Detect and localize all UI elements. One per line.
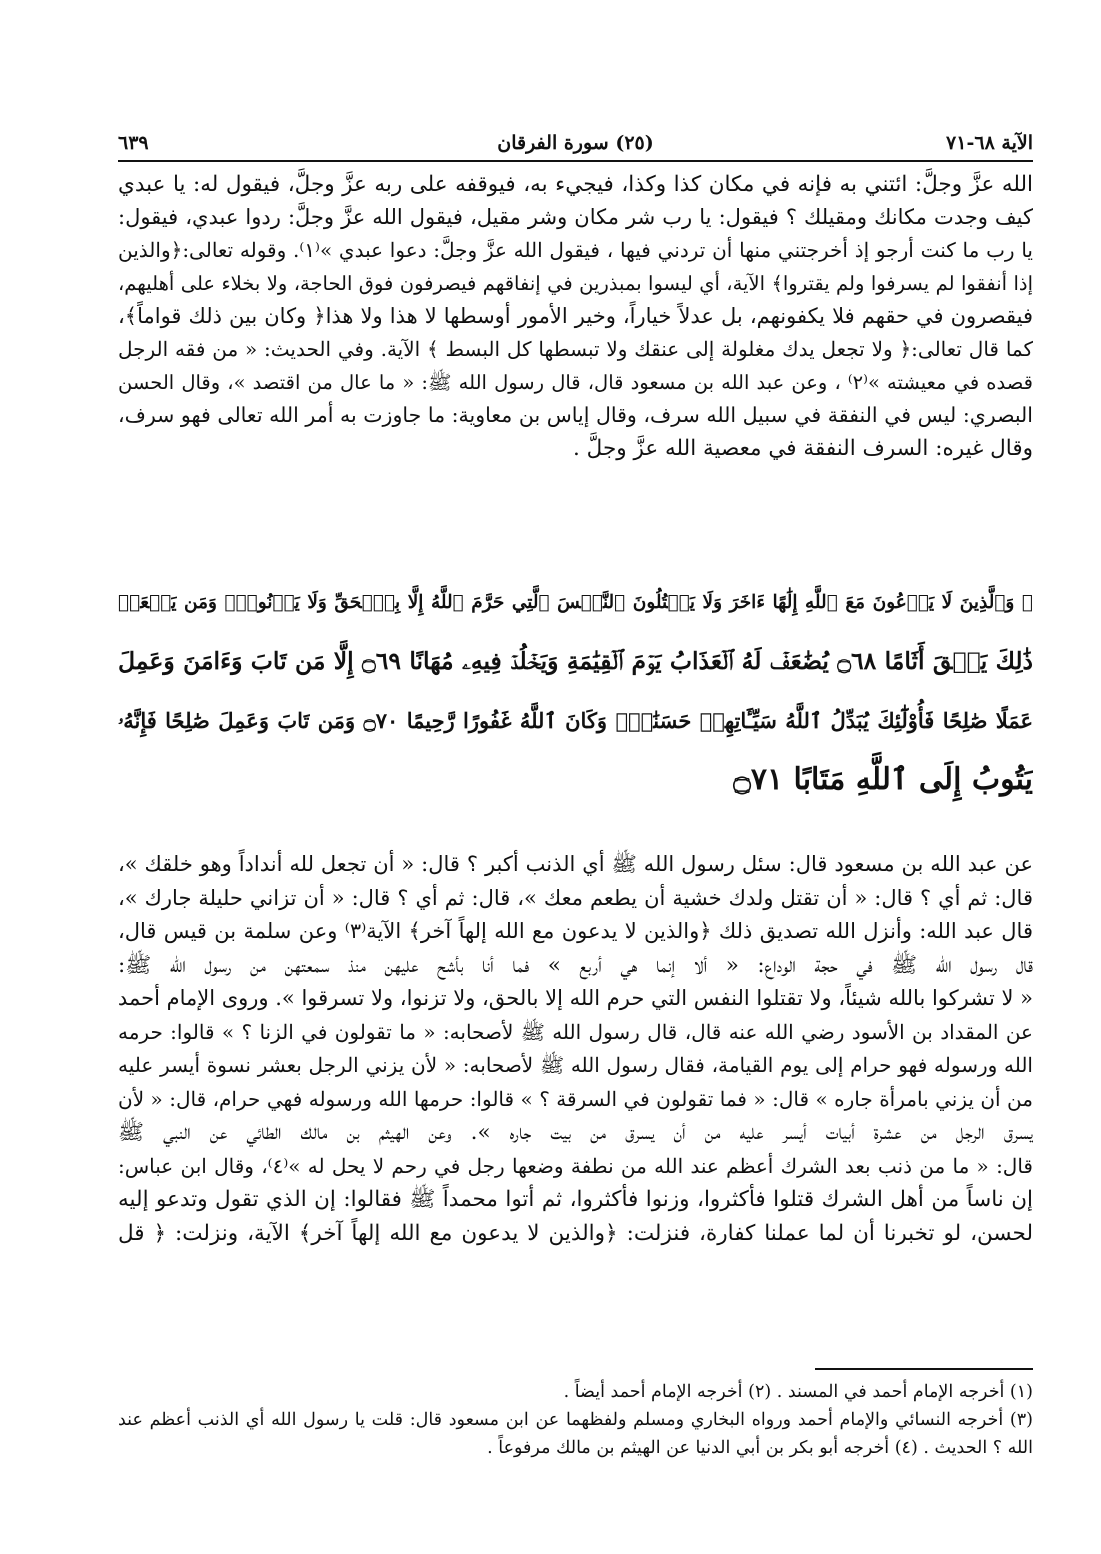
- text-line: الله عزَّ وجلَّ: ائتني به فإنه في مكان كذا وكذا، فيجيء به، فيوقفه على ربه عزَّ وجلَّ، فيقول له: يا عبدي: [118, 172, 1033, 197]
- text-line: وقال غيره: السرف النفقة في معصية الله عزَّ وجلَّ .: [573, 436, 1033, 461]
- footnote-1: (١) أخرجه الإمام أحمد في المسند .: [776, 1382, 1033, 1402]
- commentary-paragraph-2: [118, 848, 1033, 1250]
- verse-line: ۞ وَٱلَّذِينَ لَا يَدۡعُونَ مَعَ ٱللَّهِ إِلَٰهًا ءَاخَرَ وَلَا يَقۡتُلُونَ ٱلنَّفۡسَ ٱلَّتِي حَرَّمَ ٱللَّهُ إِلَّا بِٱلۡحَقِّ وَلَا يَزۡنُونَۚ وَمَن يَفۡعَلۡ: [118, 592, 1033, 613]
- text-line: يسرق الرجل من عشرة أبيات أيسر عليه من أن يسرق من بيت جاره ». وعن الهيثم بن مالك الطائي عن النبي ﷺ: [118, 1120, 1033, 1145]
- footnote-row: [118, 1434, 1033, 1462]
- quran-verses: [118, 573, 1033, 809]
- text-line: قال عبد الله: وأنزل الله تصديق ذلك ﴿والذين لا يدعون مع الله إلهاً آخر﴾ الآية⁽٣⁾ وعن سلمة بن قيس قال،: [118, 919, 1033, 943]
- surah-title: (٢٥) سورة الفرقان: [497, 132, 654, 154]
- footnote-3-continued: الله ؟ الحديث .: [923, 1438, 1033, 1458]
- footnotes: [118, 1378, 1033, 1462]
- verse-line: يَتُوبُ إِلَى ٱللَّهِ مَتَابًا ۝٧١: [733, 762, 1033, 797]
- text-line: كيف وجدت مكانك ومقيلك ؟ فيقول: يا رب شر مكان وشر مقيل، فيقول الله عزَّ وجلَّ: ردوا عبدي، فيقول:: [118, 205, 1033, 229]
- verse-line: ذَٰلِكَ يَلۡقَ أَثَامًا ۝٦٨ يُضَٰعَفۡ لَهُ ٱلۡعَذَابُ يَوۡمَ ٱلۡقِيَٰمَةِ وَيَخۡلُدۡ فِيهِۦ مُهَانًا ۝٦٩ إِلَّا مَن تَابَ وَءَامَنَ وَعَمِلَ: [118, 647, 1033, 675]
- text-line: قال: ثم أي ؟ قال: « أن تقتل ولدك خشية أن يطعم معك »، قال: ثم أي ؟ قال: « أن تزاني حليلة جارك »،: [118, 885, 1033, 910]
- text-line: يا رب ما كنت أرجو إذ أخرجتني منها أن تردني فيها ، فيقول الله عزَّ وجلَّ: دعوا عبدي »⁽١⁾. وقوله تعالى:﴿والذين: [118, 238, 1033, 262]
- footnote-rule: [815, 1368, 1033, 1370]
- text-line: فيقصرون في حقهم فلا يكفونهم، بل عدلاً خياراً، وخير الأمور أوسطها لا هذا ولا هذا﴿ وكان بين ذلك قواماً﴾،: [118, 304, 1033, 328]
- text-line: الله ورسوله فهو حرام إلى يوم القيامة، فقال رسول الله ﷺ لأصحابه: « لأن يزني الرجل بعشر نسوة أيسر عليه: [118, 1053, 1033, 1077]
- text-line: من أن يزني بامرأة جاره » قال: « فما تقولون في السرقة ؟ » قالوا: حرمها الله ورسوله فهي حرام، قال: « لأن: [118, 1086, 1033, 1111]
- text-line: قال رسول الله ﷺ في حجة الوداع: « ألا إنما هي أربع » فما أنا بأشح عليهن منذ سمعتهن من رسول الله ﷺ:: [118, 952, 1033, 978]
- footnote-3: (٣) أخرجه النسائي والإمام أحمد ورواه البخاري ومسلم ولفظهما عن ابن مسعود قال: قلت يا رسول الله أي الذنب أعظم عند: [118, 1410, 1033, 1430]
- page-number: ٦٣٩: [118, 132, 149, 154]
- footnote-row: [118, 1378, 1033, 1406]
- text-line: عن المقداد بن الأسود رضي الله عنه قال، قال رسول الله ﷺ لأصحابه: « ما تقولون في الزنا ؟ » قالوا: حرمه: [118, 1019, 1033, 1044]
- text-line: لحسن، لو تخبرنا أن لما عملنا كفارة، فنزلت: ﴿والذين لا يدعون مع الله إلهاً آخر﴾ الآية، ونزلت: ﴿ قل: [118, 1220, 1033, 1246]
- verse-range: الآية ٦٨-٧١: [946, 132, 1033, 154]
- footnote-4: (٤) أخرجه أبو بكر بن أبي الدنيا عن الهيثم بن مالك مرفوعاً .: [487, 1438, 918, 1458]
- commentary-paragraph-1: [118, 168, 1033, 465]
- text-line: إذا أنفقوا لم يسرفوا ولم يقتروا﴾ الآية، أي ليسوا بمبذرين في إنفاقهم فيصرفون فوق الحاجة، ولا بخلاء على أهليهم،: [118, 272, 1033, 295]
- verse-line: عَمَلًا صَٰلِحًا فَأُوْلَٰٓئِكَ يُبَدِّلُ ٱللَّهُ سَيِّـَٔاتِهِمۡ حَسَنَٰتٖۗ وَكَانَ ٱللَّهُ غَفُورًا رَّحِيمًا ۝٧٠ وَمَن تَابَ وَعَمِلَ صَٰلِحًا فَإِنَّهُۥ: [118, 708, 1033, 733]
- text-line: إن ناساً من أهل الشرك قتلوا فأكثروا، وزنوا فأكثروا، ثم أتوا محمداً ﷺ فقالوا: إن الذي تقول وتدعو إليه: [118, 1187, 1033, 1212]
- header-rule: [118, 160, 1033, 162]
- text-line: البصري: ليس في النفقة في سبيل الله سرف، وقال إياس بن معاوية: ما جاوزت به أمر الله تعالى فهو سرف،: [118, 403, 1033, 427]
- text-line: كما قال تعالى:﴿ ولا تجعل يدك مغلولة إلى عنقك ولا تبسطها كل البسط ﴾ الآية. وفي الحديث: « من فقه الرجل: [118, 337, 1033, 361]
- text-line: قال: « ما من ذنب بعد الشرك أعظم عند الله من نطفة وضعها رجل في رحم لا يحل له »⁽٤⁾، وقال ابن عباس:: [118, 1153, 1033, 1178]
- text-line: عن عبد الله بن مسعود قال: سئل رسول الله ﷺ أي الذنب أكبر ؟ قال: « أن تجعل لله أنداداً وهو خلقك »،: [118, 852, 1033, 876]
- running-header: [118, 126, 1033, 160]
- text-line: قصده في معيشته »⁽٢⁾ ، وعن عبد الله بن مسعود قال، قال رسول الله ﷺ: « ما عال من اقتصد »، وقال الحسن: [118, 371, 1033, 394]
- footnote-2: (٢) أخرجه الإمام أحمد أيضاً .: [563, 1382, 772, 1402]
- text-line: « لا تشركوا بالله شيئاً، ولا تقتلوا النفس التي حرم الله إلا بالحق، ولا تزنوا، ولا تسرقوا ». وروى الإمام أحمد: [118, 986, 1033, 1010]
